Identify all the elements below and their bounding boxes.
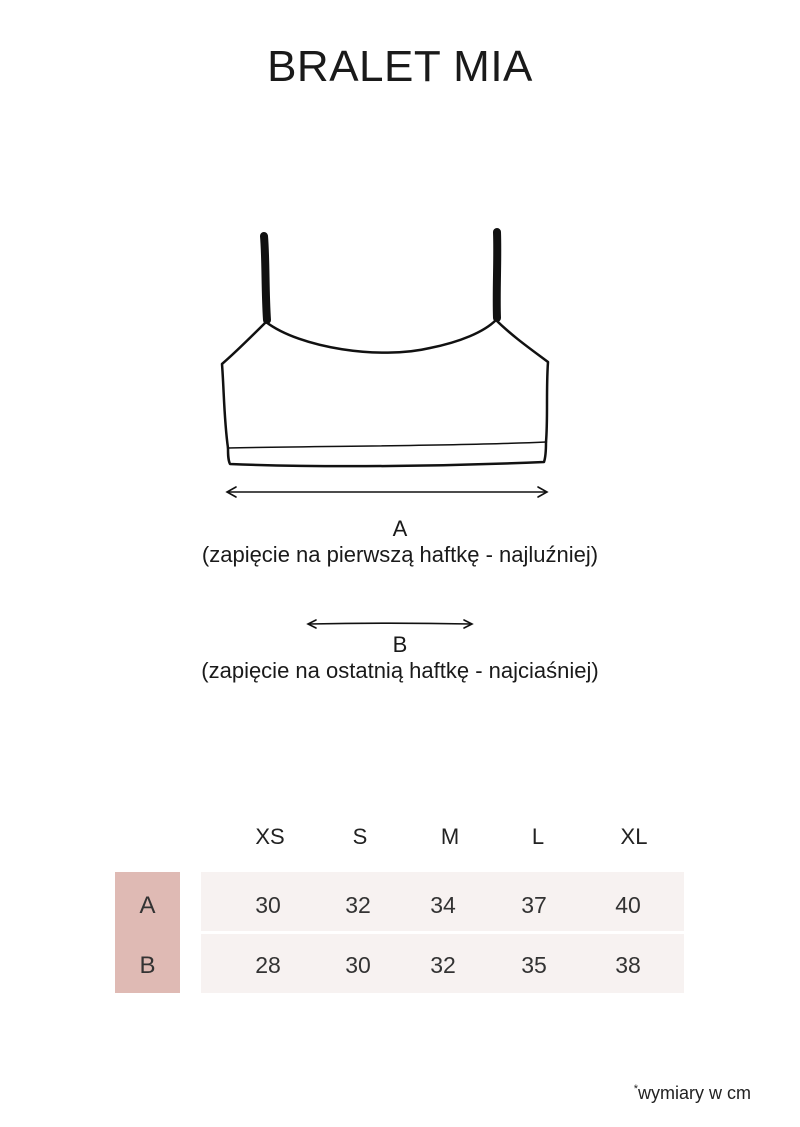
size-header-m: M — [440, 824, 460, 849]
table-cell: 37 — [521, 892, 547, 918]
measurement-b-description: (zapięcie na ostatnią haftkę - najciaśniej) — [201, 658, 599, 683]
page-title: BRALET MIA — [267, 42, 533, 91]
table-cell: 40 — [615, 892, 641, 918]
table-cell: 32 — [430, 952, 456, 978]
measurement-a-label — [0, 516, 800, 568]
measurement-b-arrow — [300, 614, 480, 634]
row-label-a: A — [139, 892, 156, 919]
footnote — [634, 1083, 751, 1104]
measurement-a-description: (zapięcie na pierwszą haftkę - najluźniej) — [201, 542, 599, 567]
bralette-sketch — [200, 220, 580, 510]
size-header-s: S — [352, 824, 368, 849]
size-header-xl: XL — [620, 824, 648, 849]
table-cell: 34 — [430, 892, 456, 918]
measurement-a-letter: A — [392, 516, 408, 541]
size-header-l: L — [531, 824, 545, 849]
table-cell: 32 — [345, 892, 371, 918]
footnote-text: wymiary w cm — [638, 1083, 751, 1103]
size-header-xs: XS — [255, 824, 285, 849]
row-label-b: B — [139, 952, 156, 979]
measurement-b-label — [0, 632, 800, 684]
table-cell: 38 — [615, 952, 641, 978]
table-cell: 30 — [255, 892, 281, 918]
table-cell: 28 — [255, 952, 281, 978]
table-cell: 30 — [345, 952, 371, 978]
table-cell: 35 — [521, 952, 547, 978]
footnote-mark: * — [633, 1083, 638, 1095]
measurement-b-letter: B — [392, 632, 408, 657]
